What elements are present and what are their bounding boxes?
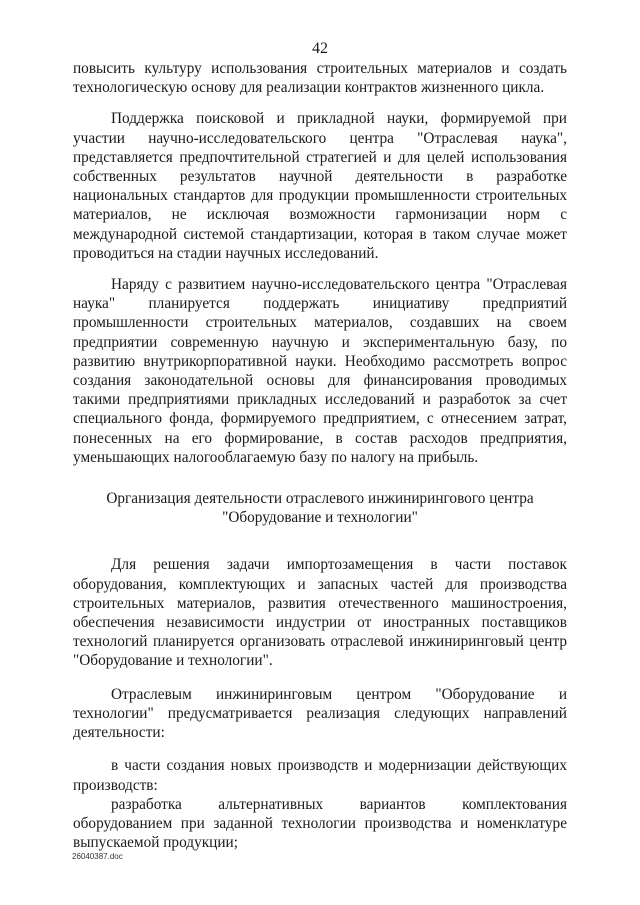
section-heading-line-2: "Оборудование и технологии": [222, 509, 418, 527]
paragraph-3: Наряду с развитием научно-исследовательского центра "Отраслевая наука" планируется поддержать инициативу предприятий промышленности строительных материалов, создавших на своем предприятии современную научную и экспериментальную базу, по развитию внутрикорпоративной науки. Необходимо рассмотреть вопрос создания законодательной основы для финансирования проводимых такими предприятиями прикладных исследований и разработок за счет специального фонда, формируемого предприятием, с отнесением затрат, понесенных на его формирование, в состав расходов предприятия, уменьшающих налогооблагаемую базу по налогу на прибыль.: [73, 276, 567, 466]
section-heading: [73, 489, 567, 527]
paragraph-5: Отраслевым инжиниринговым центром "Оборудование и технологии" предусматривается реализация следующих направлений деятельности:: [73, 685, 567, 742]
paragraph-1: повысить культуру использования строительных материалов и создать технологическую основу для реализации контрактов жизненного цикла.: [73, 60, 567, 97]
paragraph-7: разработка альтернативных вариантов комплектования оборудованием при заданной технологии производства и номенклатуре выпускаемой продукции;: [73, 795, 567, 852]
paragraph-2: Поддержка поисковой и прикладной науки, формируемой при участии научно-исследовательского центра "Отраслевая наука", представляется предпочтительной стратегией и для целей использования собственных результатов научной деятельности в разработке национальных стандартов для продукции промышленности строительных материалов, не исключая возможности гармонизации норм с международной системой стандартизации, которая в таком случае может проводиться на стадии научных исследований.: [73, 110, 567, 262]
document-body: [73, 59, 567, 852]
paragraph-6: в части создания новых производств и модернизации действующих производств:: [73, 757, 567, 794]
document-file-code: 26040387.doc: [72, 852, 123, 861]
page-number: 42: [312, 40, 328, 57]
section-heading-line-1: Организация деятельности отраслевого инжинирингового центра: [106, 490, 534, 508]
paragraph-4: Для решения задачи импортозамещения в части поставок оборудования, комплектующих и запасных частей для производства строительных материалов, развития отечественного машиностроения, обеспечения независимости индустрии от иностранных поставщиков технологий планируется организовать отраслевой инжиниринговый центр "Оборудование и технологии".: [73, 556, 567, 670]
